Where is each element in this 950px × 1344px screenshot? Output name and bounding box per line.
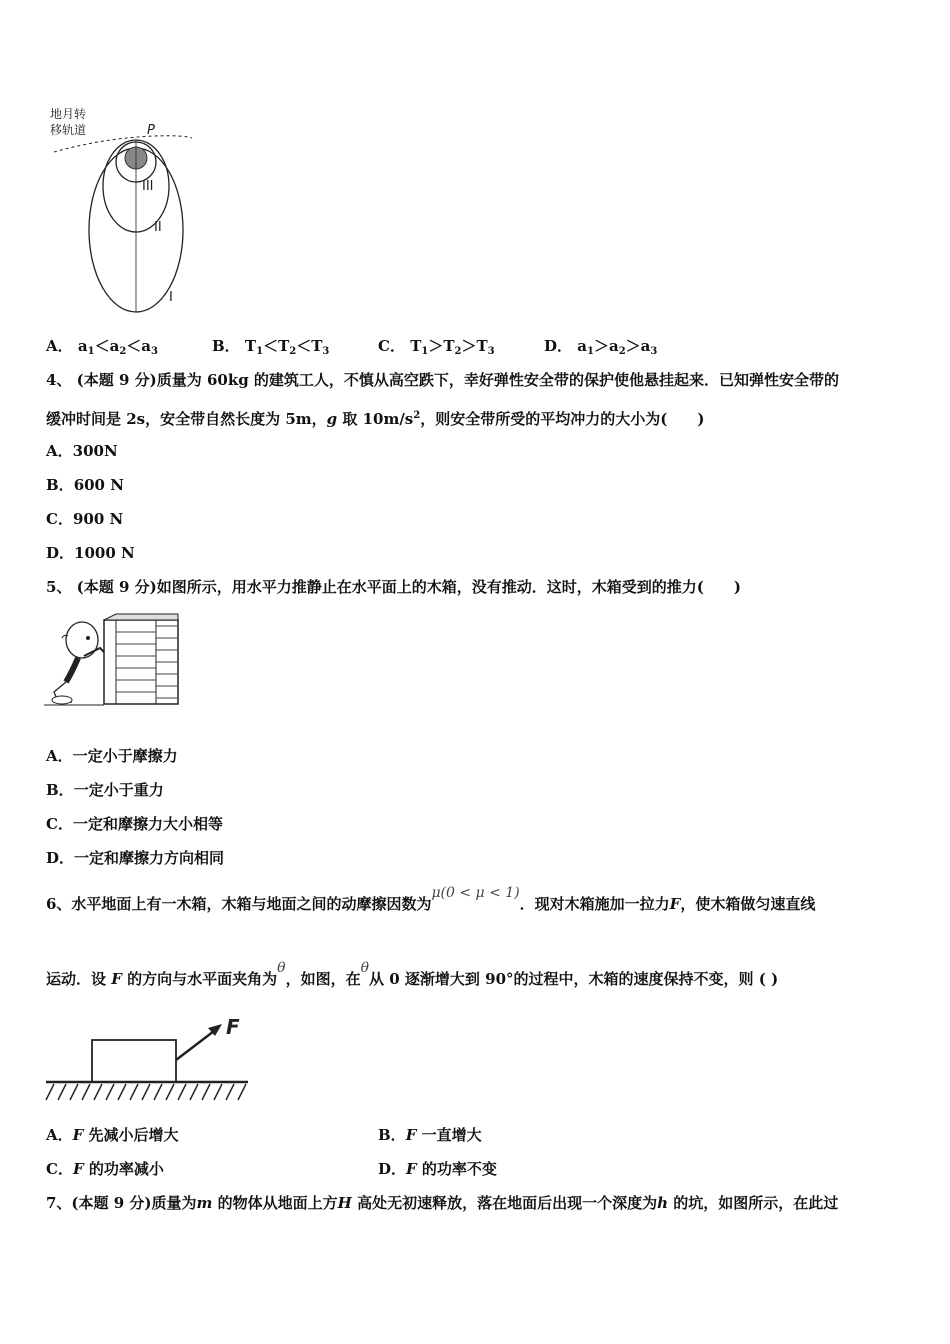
orbit-diagram: [44, 100, 194, 315]
q3-option-a[interactable]: [46, 336, 158, 362]
box-pulled-by-force-diagram: [44, 1012, 250, 1104]
orbit-label-line2: 移轨道: [50, 123, 87, 137]
option-letter: C．: [378, 337, 405, 355]
theta-symbol: θ: [277, 960, 286, 976]
force-f-label: F: [226, 1015, 240, 1039]
q5-stem: 5、 (本题 9 分)如图所示，用水平力推静止在水平面上的木箱，没有推动．这时，木箱受到的推力( ): [46, 578, 741, 596]
option-text: $a_1>a_2>a_3$: [577, 337, 658, 357]
q6-stem-line1: 6、水平地面上有一木箱，木箱与地面之间的动摩擦因数为μ(0 < μ < 1)．现对木箱施加一拉力F，使木箱做匀速直线: [46, 885, 816, 913]
q4-option-a[interactable]: A．300N: [46, 442, 118, 460]
pushing-box-figure: [44, 612, 184, 707]
orbit-label-line1: 地月转: [50, 107, 87, 121]
q6-option-c[interactable]: C．F 的功率减小: [46, 1160, 164, 1178]
q5-option-b[interactable]: B．一定小于重力: [46, 781, 164, 799]
orbit-1-label: I: [169, 290, 173, 305]
q6-option-b[interactable]: B．F 一直增大: [378, 1126, 482, 1144]
q3-option-c[interactable]: [378, 336, 495, 362]
q3-option-b[interactable]: [212, 336, 329, 362]
orbit-figure: [44, 100, 194, 315]
option-text: $T_1<T_2<T_3$: [244, 337, 330, 357]
q3-option-d[interactable]: [544, 336, 657, 362]
orbit-3-label: III: [142, 179, 154, 194]
q6-option-a[interactable]: A．F 先减小后增大: [46, 1126, 179, 1144]
q4-option-b[interactable]: B．600 N: [46, 476, 124, 494]
option-text: $a_1<a_2<a_3$: [77, 337, 158, 357]
q5-option-c[interactable]: C．一定和摩擦力大小相等: [46, 815, 223, 833]
option-letter: A．: [46, 337, 73, 355]
box-force-figure: [44, 1012, 250, 1104]
option-letter: B．: [212, 337, 240, 355]
option-letter: D．: [544, 337, 573, 355]
q6-option-d[interactable]: D．F 的功率不变: [378, 1160, 497, 1178]
q5-option-d[interactable]: D．一定和摩擦力方向相同: [46, 849, 225, 867]
q5-option-a[interactable]: A．一定小于摩擦力: [46, 747, 178, 765]
mu-expression: μ(0 < μ < 1): [431, 885, 520, 901]
option-text: $T_1>T_2>T_3$: [410, 337, 495, 357]
q4-stem-line2: 缓冲时间是 2s，安全带自然长度为 5m，g 取 $10m/s^2$，则安全带所受的平均冲力的大小为( ): [46, 410, 705, 428]
person-pushing-box-illustration: [44, 612, 184, 707]
theta-symbol-2: θ: [360, 960, 370, 976]
point-p-label: P: [147, 123, 155, 138]
q4-option-d[interactable]: D．1000 N: [46, 544, 135, 562]
q7-stem: 7、(本题 9 分)质量为m 的物体从地面上方H 高处无初速释放，落在地面后出现一个深度为h 的坑，如图所示，在此过: [46, 1194, 839, 1212]
q4-stem-line1: 4、 (本题 9 分)质量为 60kg 的建筑工人，不慎从高空跌下，幸好弹性安全带的保护使他悬挂起来．已知弹性安全带的: [46, 371, 839, 389]
orbit-2-label: II: [154, 220, 162, 235]
q6-stem-line2: 运动．设 F 的方向与水平面夹角为θ，如图，在θ从 0 逐渐增大到 90°的过程中，木箱的速度保持不变，则 ( ): [46, 960, 779, 988]
q4-option-c[interactable]: C．900 N: [46, 510, 124, 528]
